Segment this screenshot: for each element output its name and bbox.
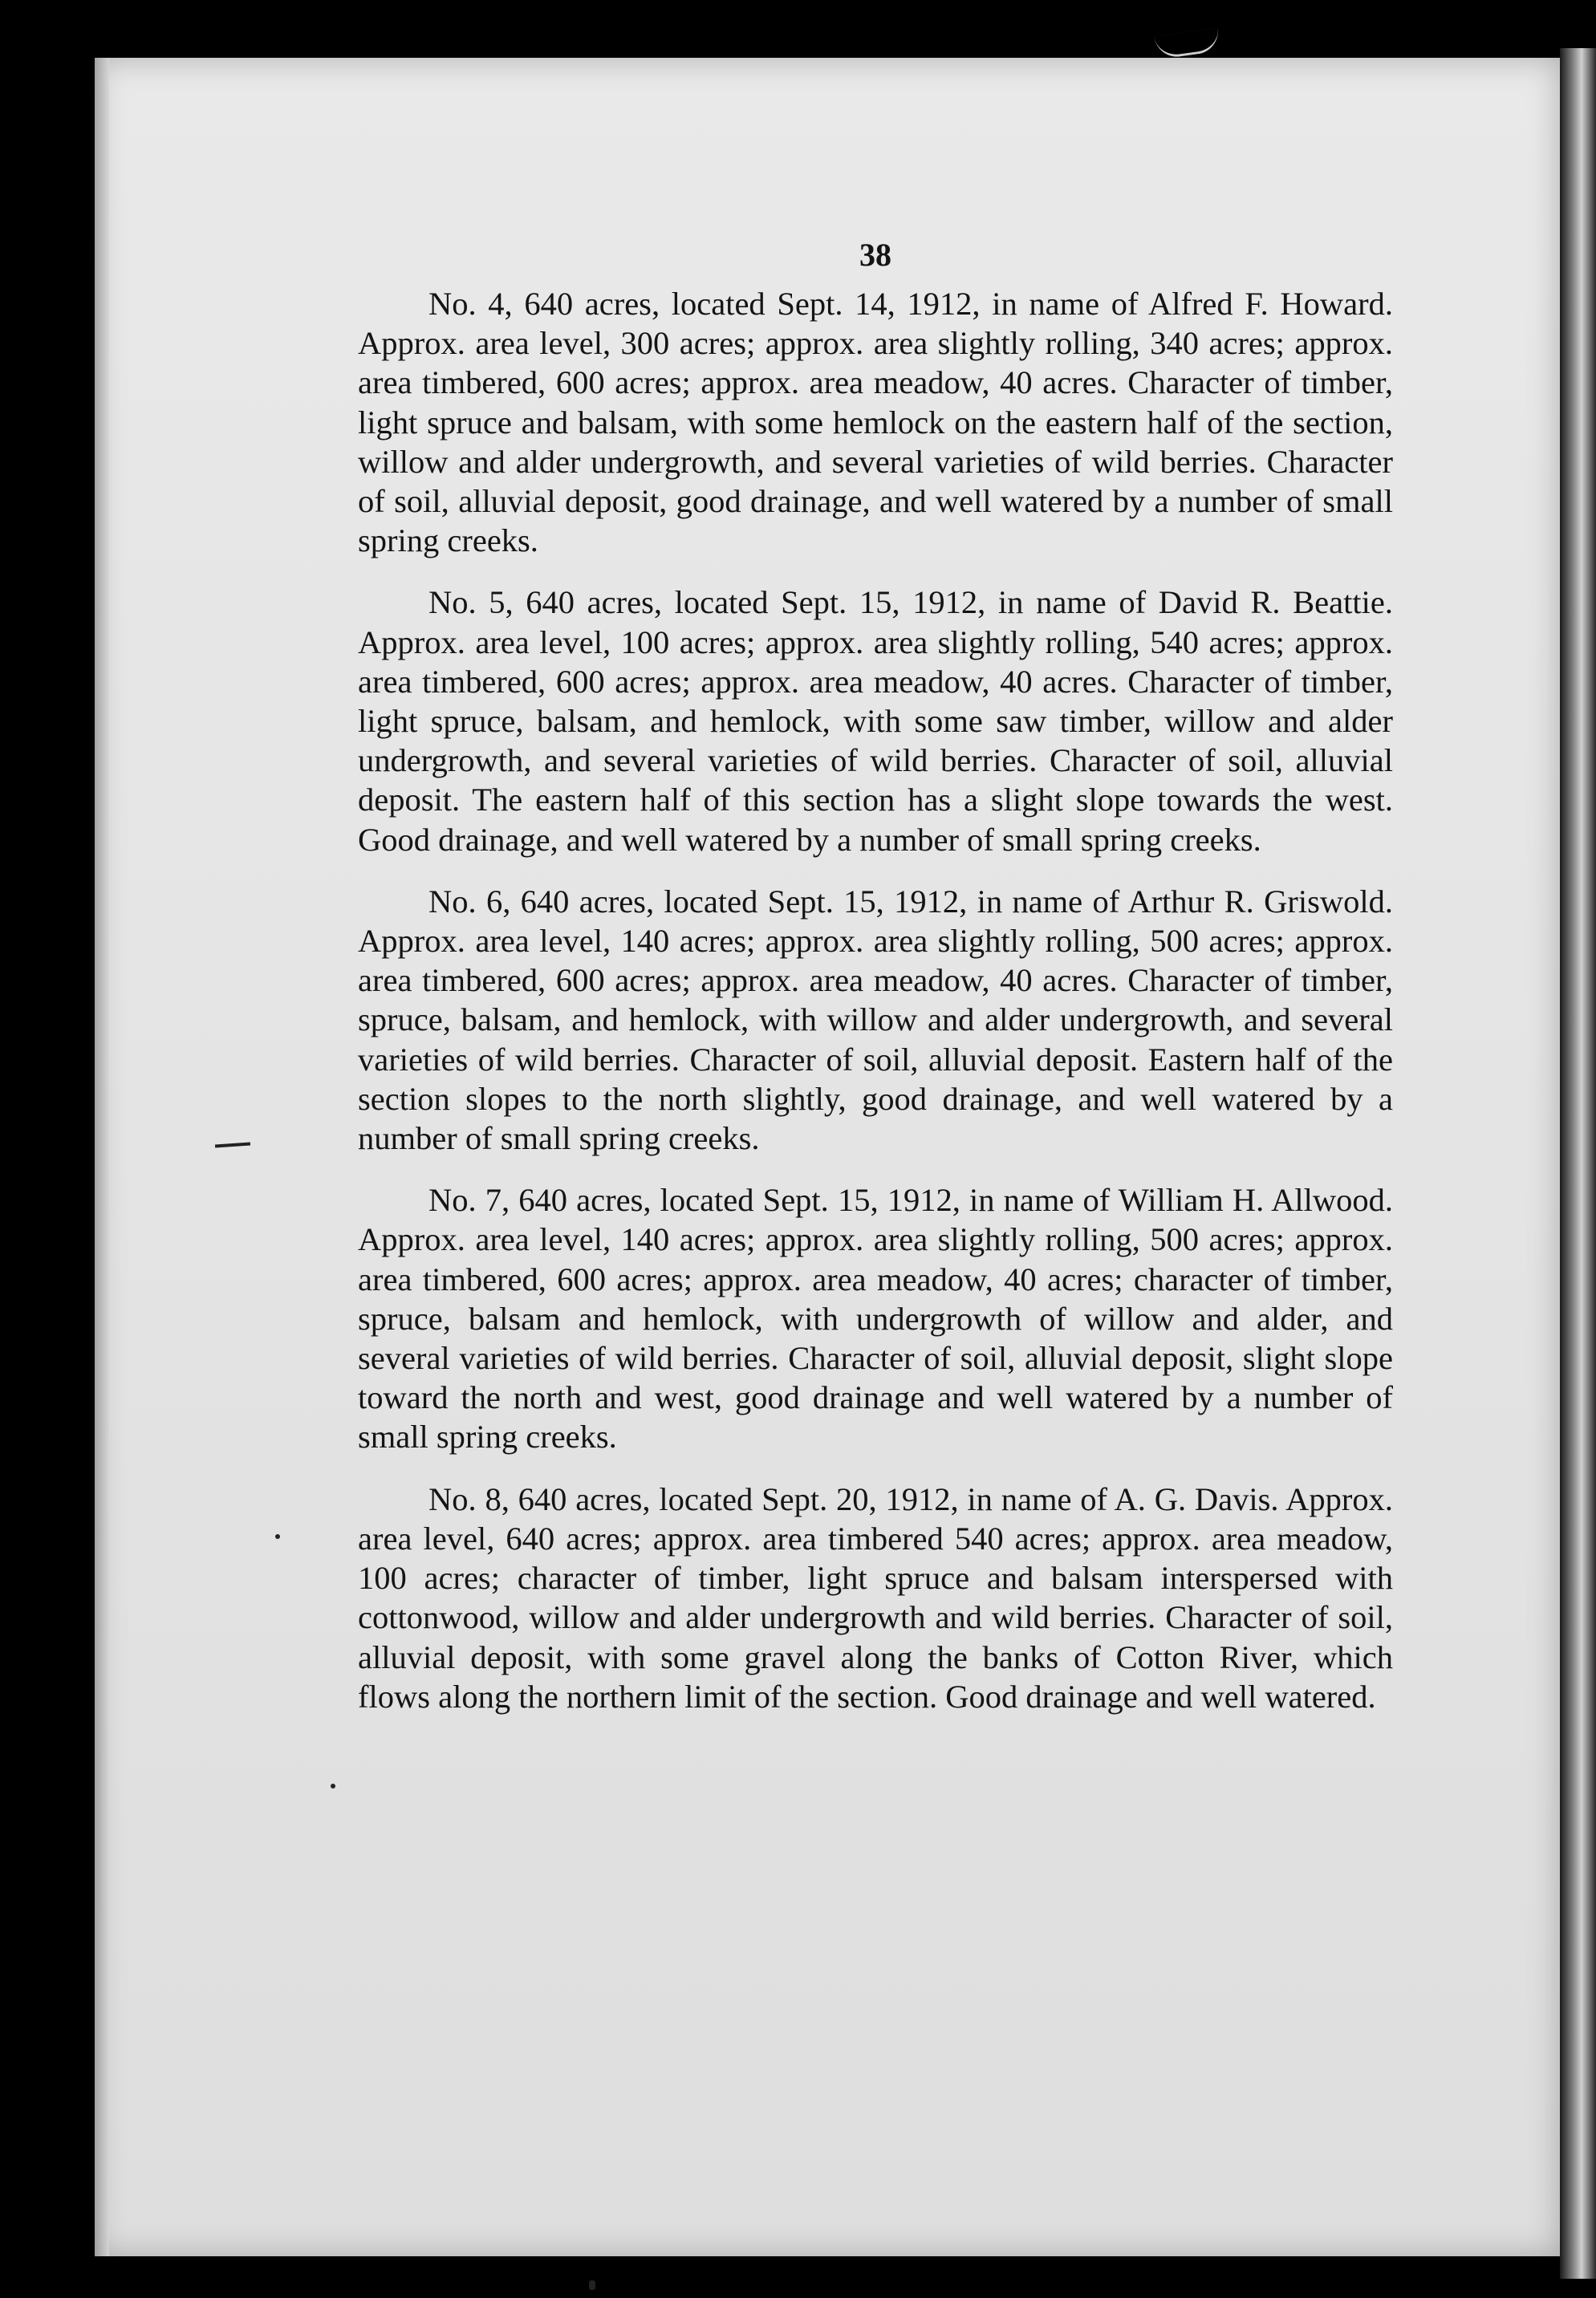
entry-paragraph: No. 8, 640 acres, located Sept. 20, 1912, in name of A. G. Davis. Approx. area level, 640 acres; approx. area timbered 540 acres; approx. area meadow, 100 acres; character of timber, light spruce and balsam interspersed with cottonwood, willow and alder undergrowth and wild berries. Character of soil, alluvial deposit, with some gravel along the banks of Cotton River, which flows along the northern limit of the section. Good drainage and well watered.: [358, 1480, 1393, 1715]
margin-dot: [589, 2280, 595, 2290]
entry-paragraph: No. 5, 640 acres, located Sept. 15, 1912, in name of David R. Beattie. Approx. area level, 100 acres; approx. area slightly rolling, 540 acres; approx. area timbered, 600 acres; approx. area meadow, 40 acres. Character of timber, light spruce, balsam, and hemlock, with some saw timber, willow and alder undergrowth, and several varieties of wild berries. Character of soil, alluvial deposit. The eastern half of this section has a slight slope towards the west. Good drainage, and well watered by a number of small spring creeks.: [358, 584, 1393, 858]
margin-dot: [275, 1534, 280, 1539]
page-number: 38: [859, 237, 891, 273]
margin-dot: [331, 1784, 335, 1788]
entry-paragraph: No. 7, 640 acres, located Sept. 15, 1912, in name of William H. Allwood. Approx. area level, 140 acres; approx. area slightly rolling, 500 acres; approx. area timbered, 600 acres; approx. area meadow, 40 acres; character of timber, spruce, balsam and hemlock, with undergrowth of willow and alder, and several varieties of wild berries. Character of soil, alluvial deposit, slight slope toward the north and west, good drainage and well watered by a number of small spring creeks.: [358, 1182, 1393, 1456]
entry-paragraph: No. 4, 640 acres, located Sept. 14, 1912, in name of Alfred F. Howard. Approx. area level, 300 acres; approx. area slightly rolling, 340 acres; approx. area timbered, 600 acres; approx. area meadow, 40 acres. Character of timber, light spruce and balsam, with some hemlock on the eastern half of the section, willow and alder undergrowth, and several varieties of wild berries. Character of soil, alluvial deposit, good drainage, and well watered by a number of small spring creeks.: [358, 286, 1393, 559]
page-right-edge: [1560, 48, 1596, 2279]
scan-artifact-mark: [1154, 28, 1220, 60]
page-left-edge: [95, 58, 109, 2256]
entry-paragraph: No. 6, 640 acres, located Sept. 15, 1912, in name of Arthur R. Griswold. Approx. area level, 140 acres; approx. area slightly rolling, 500 acres; approx. area timbered, 600 acres; approx. area meadow, 40 acres. Character of timber, spruce, balsam, and hemlock, with willow and alder undergrowth, and several varieties of wild berries. Character of soil, alluvial deposit. Eastern half of the section slopes to the north slightly, good drainage, and well watered by a number of small spring creeks.: [358, 883, 1393, 1157]
page-text: [358, 233, 1393, 1739]
